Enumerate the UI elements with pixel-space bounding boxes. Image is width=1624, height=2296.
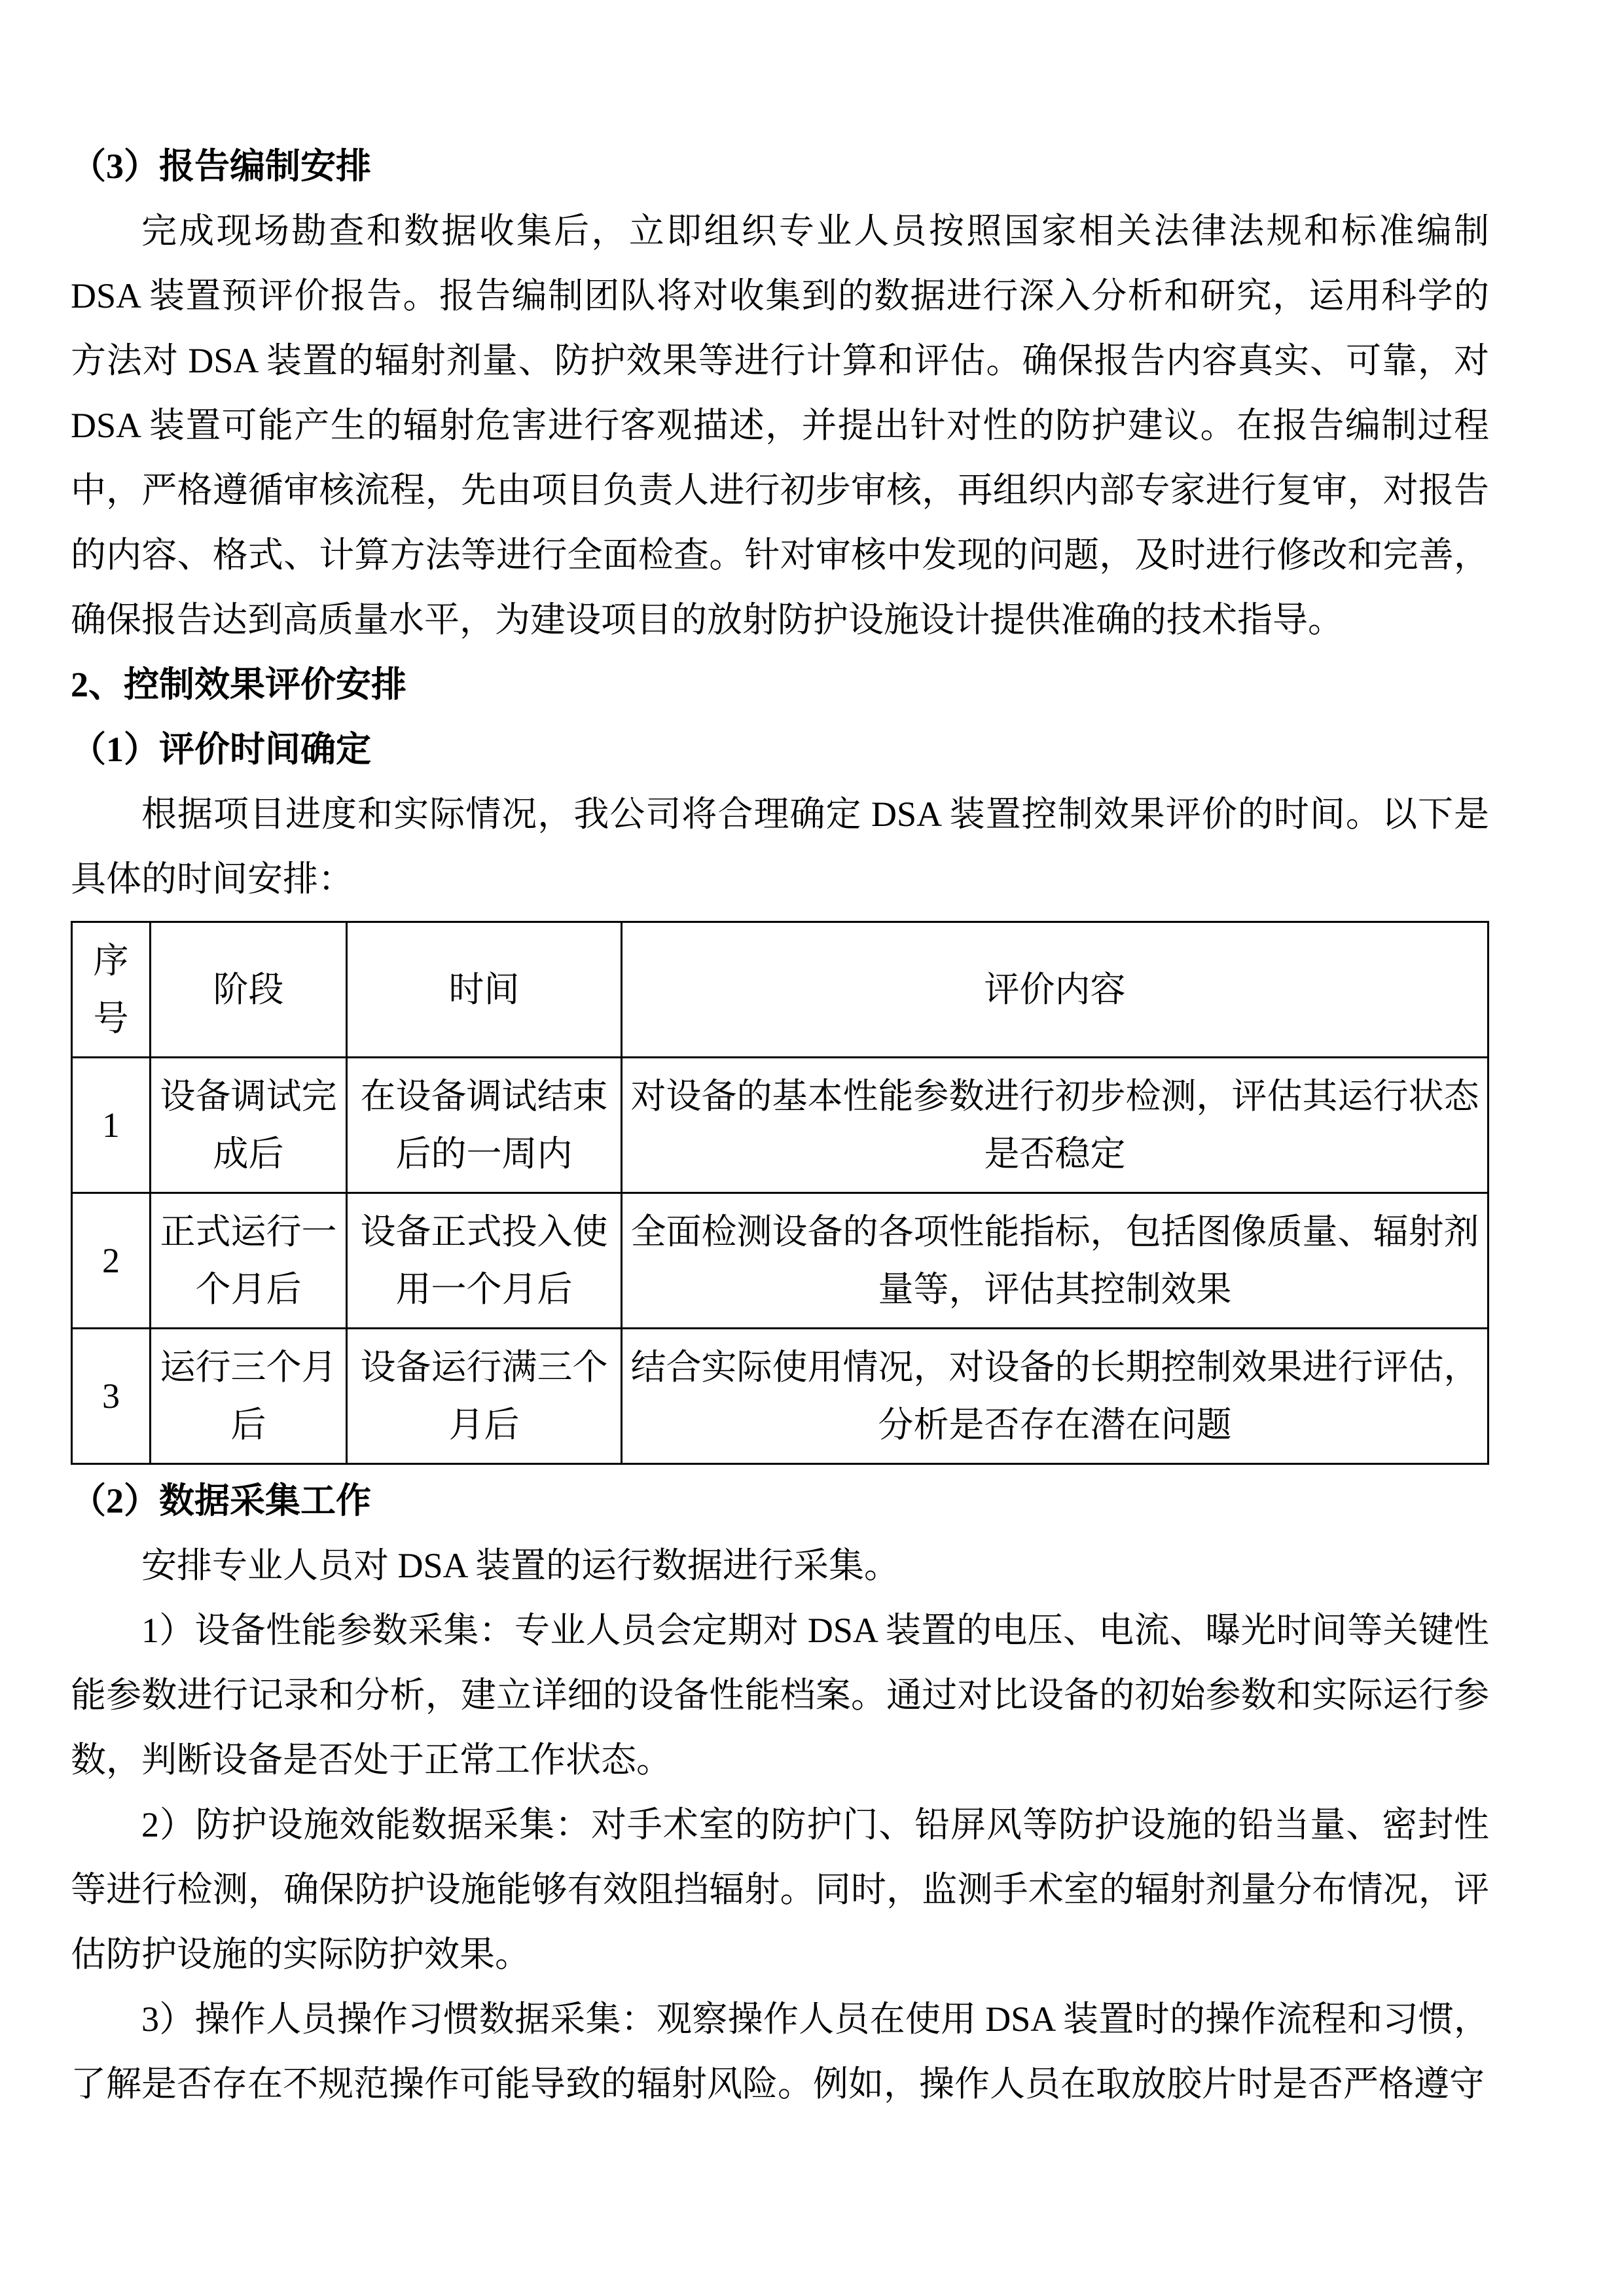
table-cell-desc: 对设备的基本性能参数进行初步检测，评估其运行状态是否稳定: [622, 1058, 1489, 1193]
table-cell-no: 2: [72, 1193, 151, 1329]
paragraph-device-params: 1）设备性能参数采集：专业人员会定期对 DSA 装置的电压、电流、曝光时间等关键性能参数进行记录和分析，建立详细的设备性能档案。通过对比设备的初始参数和实际运行参数，判断设备是否处于正常工作状态。: [71, 1611, 1489, 1780]
table-row: [72, 1329, 1489, 1464]
heading-eval-time: （1）评价时间确定: [71, 730, 371, 769]
heading-report-plan: （3）报告编制安排: [71, 147, 371, 186]
table-header-row: [72, 922, 1489, 1058]
heading-data-collection: （2）数据采集工作: [71, 1481, 371, 1520]
paragraph-data-collection-intro: 安排专业人员对 DSA 装置的运行数据进行采集。: [141, 1546, 900, 1585]
table-header-stage: 阶段: [151, 922, 347, 1058]
eval-schedule-table: [71, 921, 1489, 1465]
table-row: [72, 1058, 1489, 1193]
table-cell-desc: 全面检测设备的各项性能指标，包括图像质量、辐射剂量等，评估其控制效果: [622, 1193, 1489, 1329]
table-cell-no: 3: [72, 1329, 151, 1464]
table-cell-no: 1: [72, 1058, 151, 1193]
table-cell-stage: 正式运行一个月后: [151, 1193, 347, 1329]
table-row: [72, 1193, 1489, 1329]
table-cell-time: 设备运行满三个月后: [347, 1329, 622, 1464]
table-header-no: 序号: [72, 922, 151, 1058]
paragraph-eval-time: 根据项目进度和实际情况，我公司将合理确定 DSA 装置控制效果评价的时间。以下是具体的时间安排：: [71, 795, 1489, 899]
table-header-desc: 评价内容: [622, 922, 1489, 1058]
table-cell-stage: 设备调试完成后: [151, 1058, 347, 1193]
paragraph-protection-data: 2）防护设施效能数据采集：对手术室的防护门、铅屏风等防护设施的铅当量、密封性等进行检测，确保防护设施能够有效阻挡辐射。同时，监测手术室的辐射剂量分布情况，评估防护设施的实际防护效果。: [71, 1805, 1489, 1974]
heading-control-effect-eval: 2、控制效果评价安排: [71, 665, 406, 704]
table-cell-time: 在设备调试结束后的一周内: [347, 1058, 622, 1193]
table-cell-stage: 运行三个月后: [151, 1329, 347, 1464]
table-cell-time: 设备正式投入使用一个月后: [347, 1193, 622, 1329]
paragraph-report-plan: 完成现场勘查和数据收集后，立即组织专业人员按照国家相关法律法规和标准编制 DSA 装置预评价报告。报告编制团队将对收集到的数据进行深入分析和研究，运用科学的方法对 DSA 装置的辐射剂量、防护效果等进行计算和评估。确保报告内容真实、可靠，对 DSA 装置可能产生的辐射危害进行客观描述，并提出针对性的防护建议。在报告编制过程中，严格遵循审核流程，先由项目负责人进行初步审核，再组织内部专家进行复审，对报告的内容、格式、计算方法等进行全面检查。针对审核中发现的问题，及时进行修改和完善，确保报告达到高质量水平，为建设项目的放射防护设施设计提供准确的技术指导。: [71, 211, 1489, 639]
table-header-time: 时间: [347, 922, 622, 1058]
paragraph-operator-habits: 3）操作人员操作习惯数据采集：观察操作人员在使用 DSA 装置时的操作流程和习惯，了解是否存在不规范操作可能导致的辐射风险。例如，操作人员在取放胶片时是否严格遵守: [71, 2000, 1489, 2104]
table-cell-desc: 结合实际使用情况，对设备的长期控制效果进行评估，分析是否存在潜在问题: [622, 1329, 1489, 1464]
